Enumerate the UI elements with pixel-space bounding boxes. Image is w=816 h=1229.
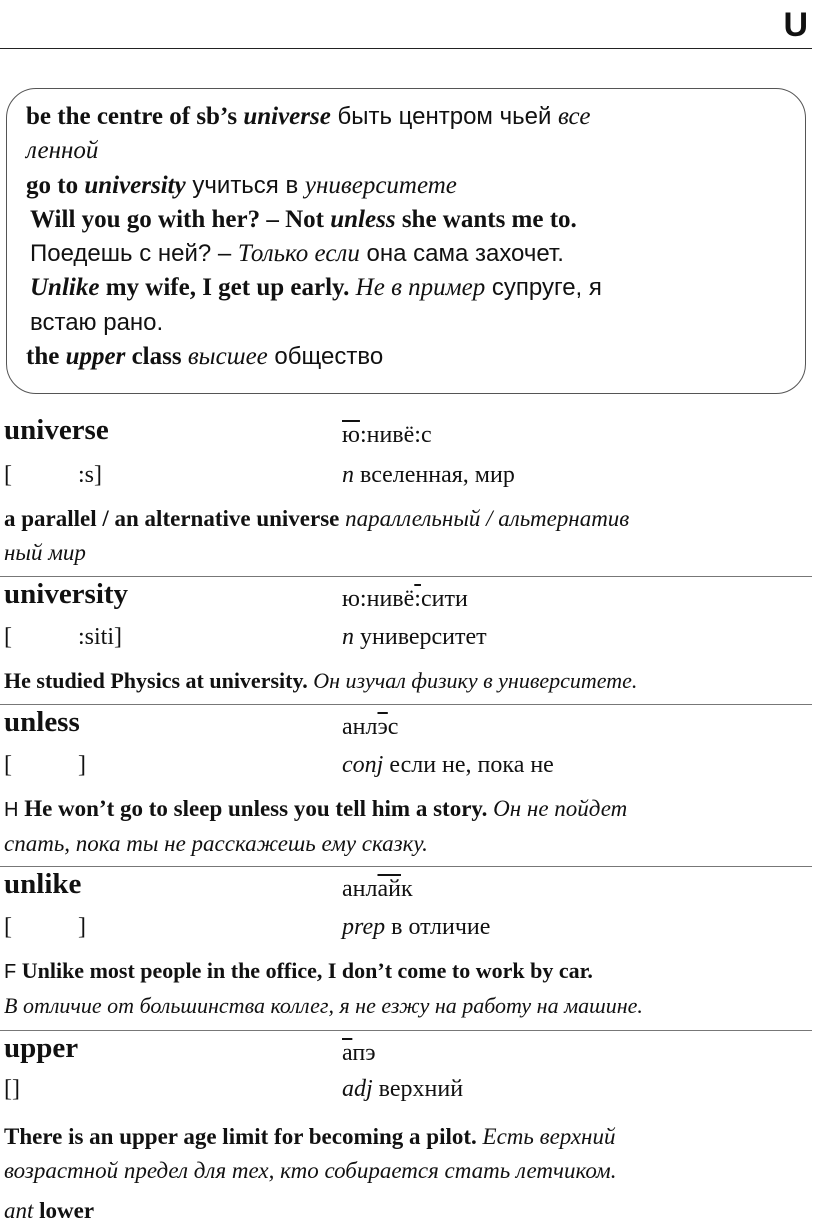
- transcription: []: [4, 1076, 20, 1102]
- antonym: [4, 1194, 804, 1228]
- meaning-text: вселенная, мир: [354, 462, 515, 488]
- level-marker: F: [4, 961, 17, 983]
- example-en: a parallel / an alternative universe: [4, 506, 340, 531]
- part-of-speech: n: [342, 462, 354, 488]
- phrase-keyword: upper: [65, 343, 126, 371]
- example-ru: спать, пока ты не расскажешь ему сказку.: [4, 831, 428, 856]
- entry-divider: [0, 866, 812, 867]
- russian-transliteration: [342, 422, 432, 449]
- stress-mark: :: [414, 586, 421, 612]
- russian-transliteration: [342, 876, 413, 903]
- meaning: [342, 914, 490, 941]
- phrase-line-8: [26, 340, 796, 374]
- meaning-text: в отличие: [385, 914, 491, 940]
- headword: university: [4, 578, 129, 610]
- part-of-speech: n: [342, 624, 354, 650]
- antonym-word: lower: [33, 1198, 95, 1223]
- transliteration-rest: к: [400, 876, 413, 902]
- part-of-speech: adj: [342, 1076, 373, 1102]
- example-ru: В отличие от большинства коллег, я не езжу на работу на машине.: [4, 993, 643, 1018]
- transcription: [ :s]: [4, 462, 102, 488]
- phrase-ru: Поедешь с ней? –: [30, 240, 238, 268]
- headword: unlike: [4, 868, 82, 900]
- headword: unless: [4, 706, 80, 738]
- phrase-ru: быть центром чьей: [330, 103, 559, 130]
- meaning-text: верхний: [372, 1076, 464, 1102]
- phrase-ru: общество: [267, 343, 384, 371]
- headword: universe: [4, 414, 109, 446]
- phrase-line-5: [26, 237, 796, 271]
- phrase-keyword: university: [84, 171, 186, 199]
- phrase-en: she wants me to.: [395, 205, 577, 233]
- phrase-line-6: [26, 271, 796, 305]
- phrase-line-1: [26, 100, 796, 134]
- transliteration-part: ю:нивё: [342, 586, 415, 612]
- example: [4, 502, 804, 570]
- example-en: He studied Physics at university.: [4, 668, 308, 693]
- page-section-letter: U: [783, 6, 808, 44]
- phrase-ru-keyword: Не в пример: [349, 274, 486, 302]
- phrase-en: go to: [26, 171, 85, 199]
- level-marker: H: [4, 799, 19, 821]
- antonym-label: ant: [4, 1198, 34, 1223]
- phrase-keyword: Unlike: [30, 274, 100, 302]
- transliteration-rest: с: [387, 714, 399, 740]
- header-rule: [0, 48, 812, 49]
- example-ru: Есть верхний: [476, 1124, 616, 1149]
- stress-mark: а: [342, 1040, 353, 1066]
- phrase-ru: встаю рано.: [30, 308, 164, 336]
- transliteration-rest: пэ: [352, 1040, 376, 1066]
- phrase-box-text: [26, 100, 796, 374]
- example-en: He won’t go to sleep unless you tell him a story.: [18, 796, 488, 821]
- phrase-line-3: [26, 169, 796, 203]
- example-en: There is an upper age limit for becoming a pilot.: [4, 1124, 477, 1149]
- phrase-ru: она сама захочет.: [359, 240, 564, 268]
- entry-divider: [0, 704, 812, 705]
- example-ru: возрастной предел для тех, кто собирается стать летчиком.: [4, 1158, 617, 1183]
- example: [4, 954, 804, 1023]
- transliteration-part: анл: [342, 714, 378, 740]
- stress-mark: ю: [342, 422, 360, 448]
- example-ru: ный мир: [4, 540, 86, 565]
- phrase-line-7: [26, 306, 796, 340]
- part-of-speech: conj: [342, 752, 384, 778]
- meaning: [342, 624, 487, 651]
- meaning: [342, 1076, 463, 1103]
- transliteration-rest: сити: [420, 586, 468, 612]
- meaning: [342, 462, 515, 489]
- example: [4, 1120, 804, 1188]
- part-of-speech: prep: [342, 914, 386, 940]
- phrase-ru-keyword: университете: [304, 171, 457, 199]
- phrase-keyword: unless: [330, 205, 396, 233]
- transcription: [ ]: [4, 914, 86, 940]
- entry-divider: [0, 576, 812, 577]
- stress-mark: э: [377, 714, 388, 740]
- transliteration-rest: :нивё:с: [359, 422, 432, 448]
- phrase-en: class: [125, 343, 188, 371]
- meaning-text: если не, пока не: [383, 752, 554, 778]
- example-en: Unlike most people in the office, I don’t come to work by car.: [16, 958, 593, 983]
- phrase-ru: учиться в: [185, 171, 305, 199]
- phrase-en: the: [26, 343, 66, 371]
- meaning: [342, 752, 554, 779]
- phrase-line-4: [26, 203, 796, 237]
- transcription: [ ]: [4, 752, 86, 778]
- transliteration-part: анл: [342, 876, 378, 902]
- example-ru: Он изучал физику в университете.: [307, 668, 638, 693]
- phrase-ru-keyword: Только если: [237, 240, 360, 268]
- phrase-ru-keyword: ленной: [26, 137, 99, 165]
- phrase-line-2: [26, 134, 796, 168]
- phrase-ru-keyword: все: [558, 103, 591, 130]
- phrase-ru-keyword: высшее: [187, 343, 268, 371]
- russian-transliteration: [342, 586, 468, 613]
- phrase-en: be the centre of sb’s: [26, 103, 244, 130]
- phrase-en: Will you go with her? – Not: [30, 205, 331, 233]
- example-ru: Он не пойдет: [487, 796, 628, 821]
- example: [4, 792, 804, 861]
- stress-mark: ай: [377, 876, 401, 902]
- phrase-ru: супруге, я: [485, 274, 602, 302]
- phrase-keyword: universe: [243, 103, 331, 130]
- example: [4, 664, 804, 698]
- russian-transliteration: [342, 714, 398, 741]
- phrase-en: my wife, I get up early.: [99, 274, 350, 302]
- entry-divider: [0, 1030, 812, 1031]
- meaning-text: университет: [354, 624, 487, 650]
- headword: upper: [4, 1032, 79, 1064]
- example-ru: параллельный / альтернатив: [339, 506, 630, 531]
- russian-transliteration: [342, 1040, 376, 1067]
- transcription: [ :siti]: [4, 624, 122, 650]
